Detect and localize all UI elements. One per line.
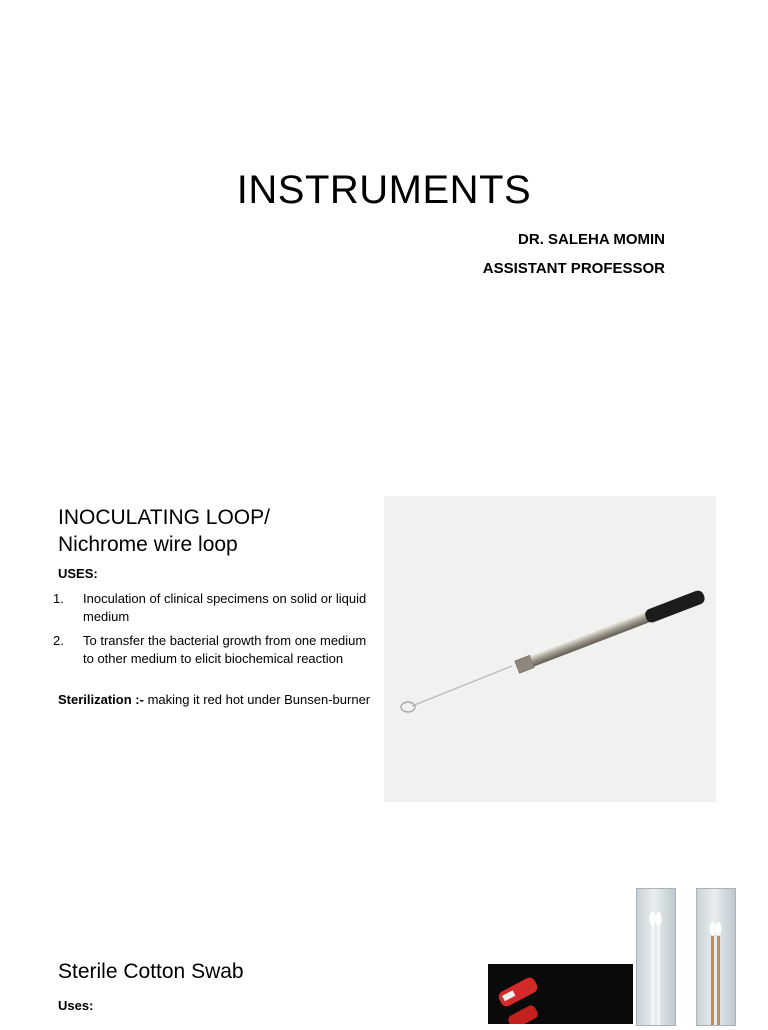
slide-heading [58,504,270,558]
author-name: DR. SALEHA MOMIN [518,231,665,248]
slide-heading: Sterile Cotton Swab [58,960,244,983]
heading-line-1: INOCULATING LOOP/ [58,506,270,529]
cotton-swab-slide [0,840,768,1024]
sterilization-label: Sterilization :- [58,692,144,707]
heading-line-2: Nichrome wire loop [58,533,238,556]
list-item [50,590,370,626]
title-slide [0,0,768,440]
sterilization-text: making it red hot under Bunsen-burner [143,692,371,707]
inoculating-loop-illustration [384,496,716,802]
swab-sticks-illustration [697,889,735,1025]
uses-list [50,590,370,674]
list-item [50,632,370,668]
inoculating-loop-slide [0,440,768,840]
swab-tube-illustration [488,964,633,1024]
uses-label: USES: [58,566,98,581]
slide-title: INSTRUMENTS [236,168,532,212]
swab-package-photo [696,888,736,1026]
swab-sticks-illustration [637,889,675,1025]
swab-tube-photo [488,964,633,1024]
inoculating-loop-photo [384,496,716,802]
swab-package-photo [636,888,676,1026]
list-item-number: 2. [53,633,64,648]
uses-label: Uses: [58,998,94,1013]
author-role: ASSISTANT PROFESSOR [482,260,665,277]
sterilization-note [58,691,378,709]
list-item-text: To transfer the bacterial growth from one medium to other medium to elicit biochemical reaction [83,633,367,666]
list-item-text: Inoculation of clinical specimens on solid or liquid medium [83,591,367,624]
list-item-number: 1. [53,591,64,606]
